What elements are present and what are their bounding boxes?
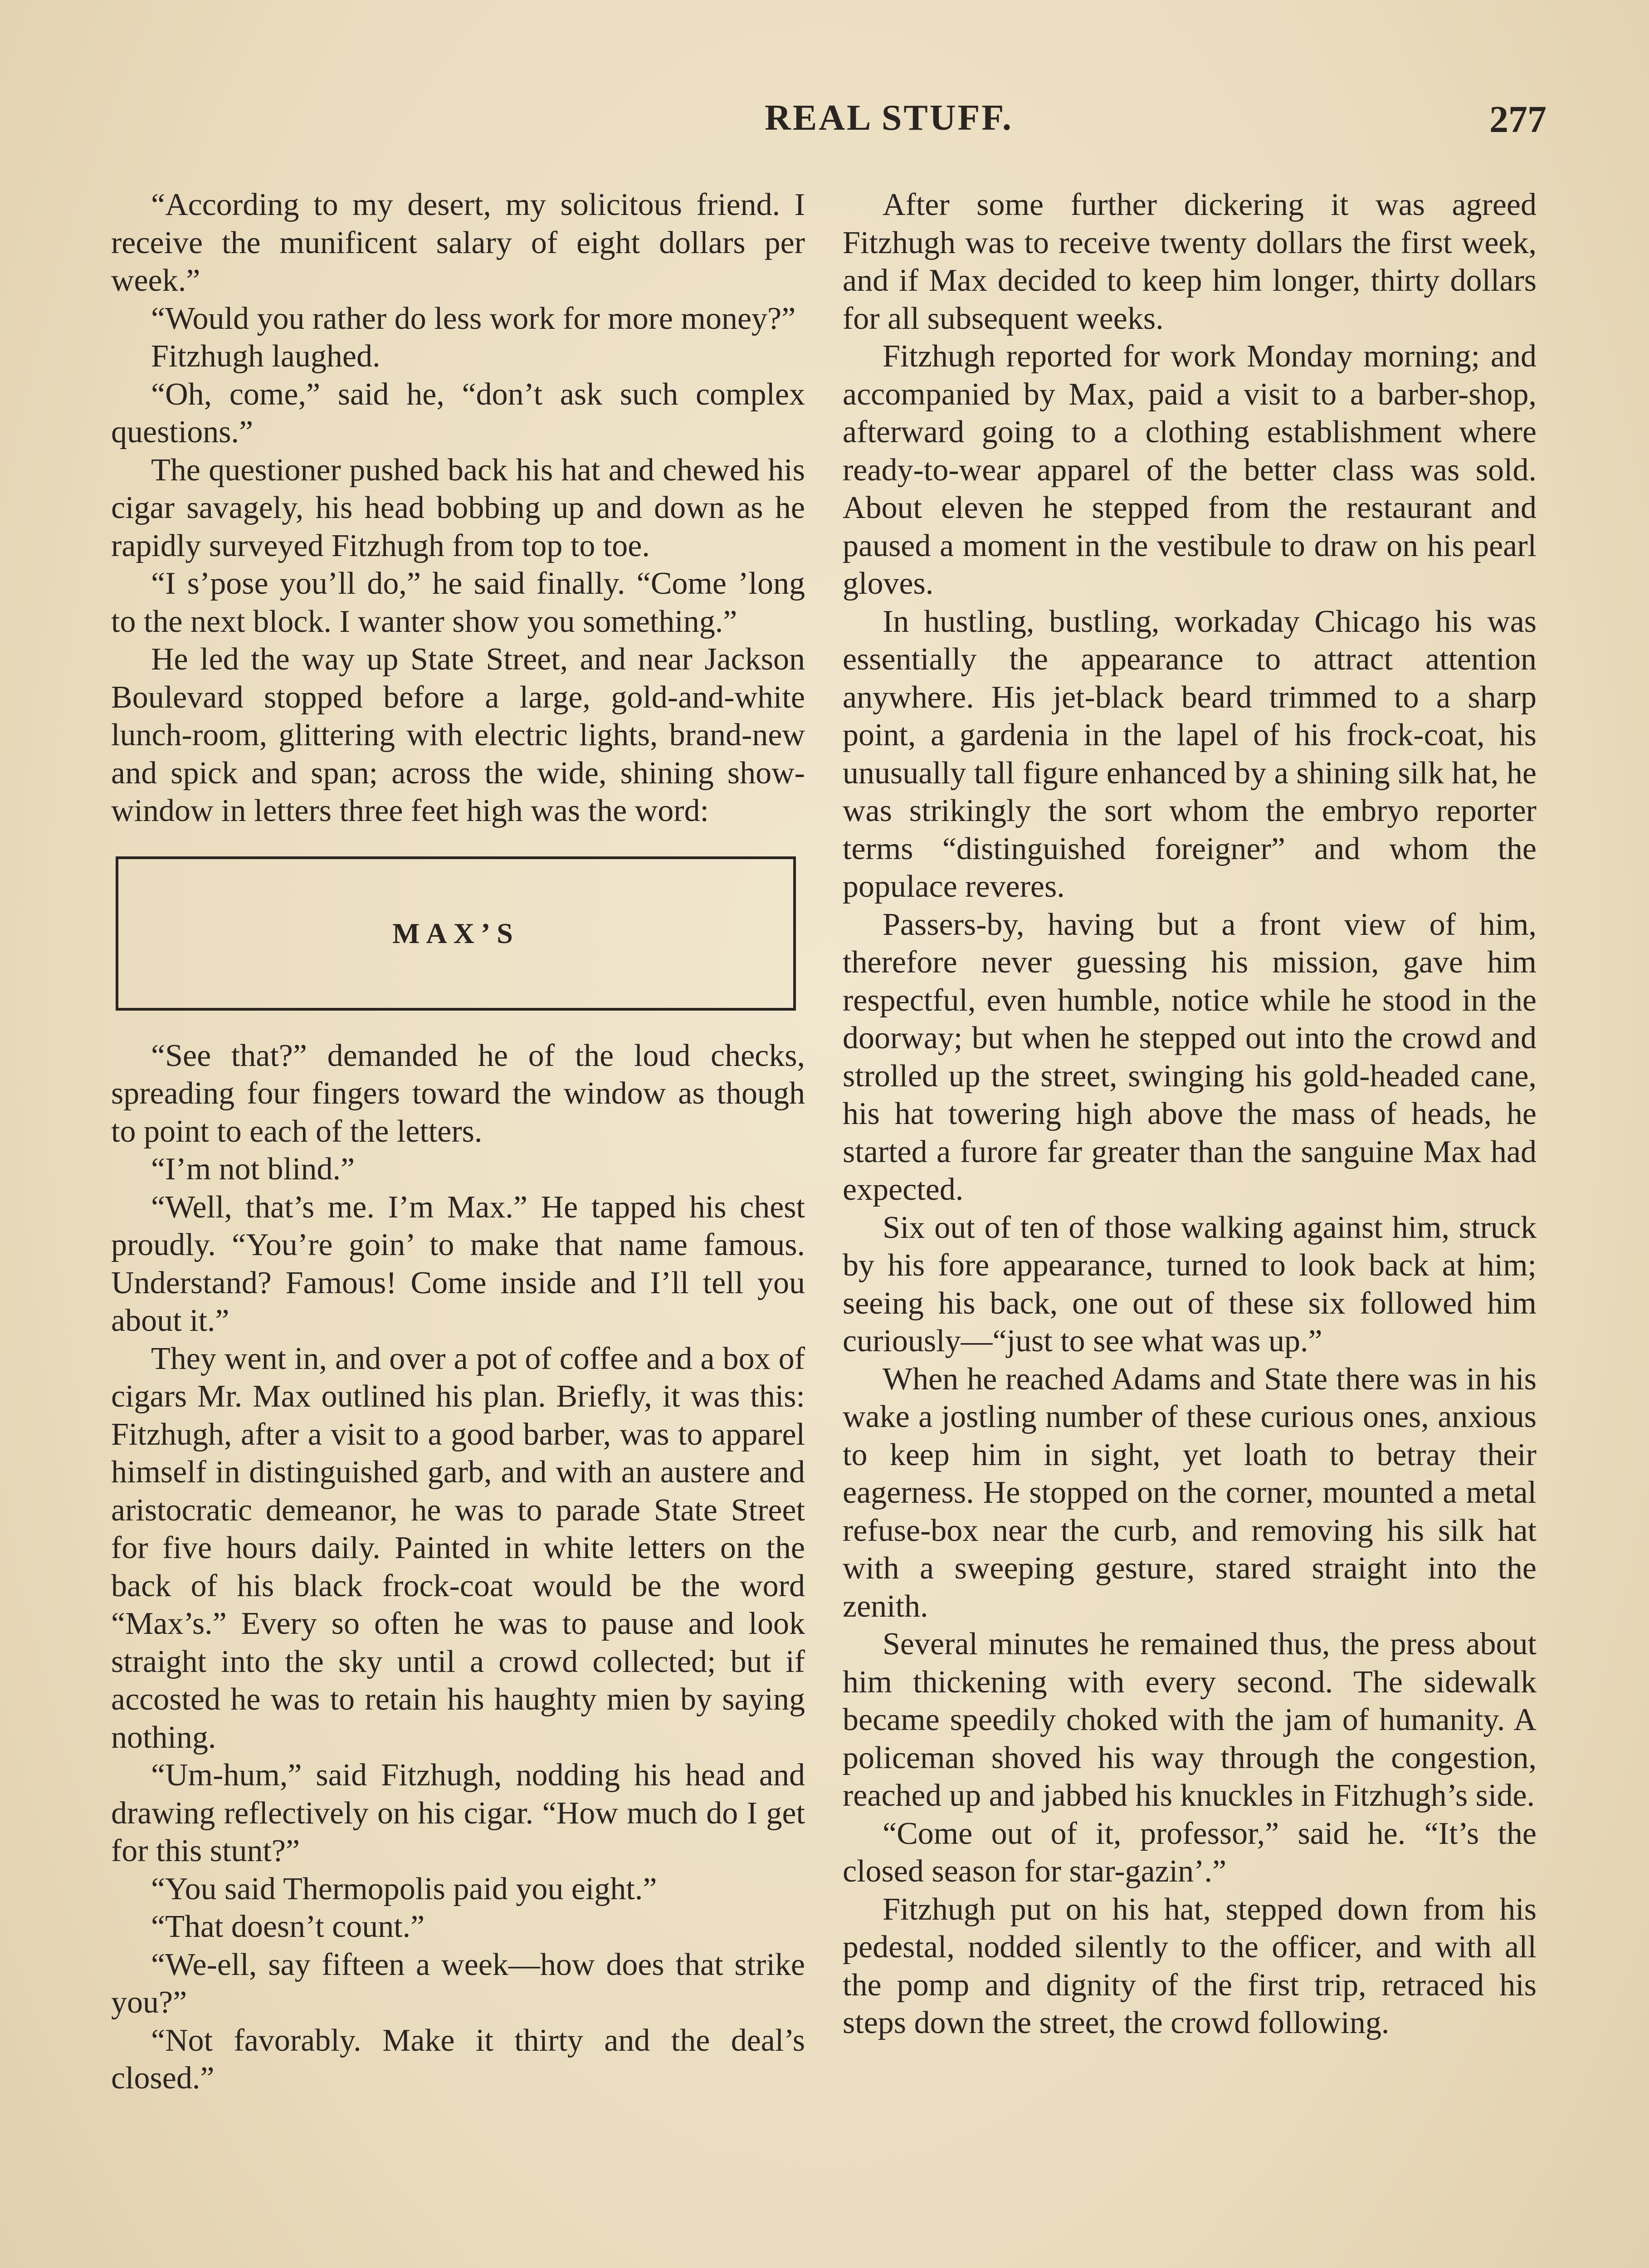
paragraph: “According to my desert, my solicitous friend. I receive the munificent salary of eight dollars per week.” <box>111 187 805 298</box>
paragraph: Fitzhugh put on his hat, stepped down from his pedestal, nodded silently to the officer, and with all the pomp and dignity of the first trip, retraced his steps down the street, the crowd following. <box>843 1892 1537 2040</box>
paragraph: “Would you rather do less work for more money?” <box>151 301 796 336</box>
paragraph: “Well, that’s me. I’m Max.” He tapped his chest proudly. “You’re goin’ to make that name famous. Understand? Famous! Come inside and I’ll tell you about it.” <box>111 1189 805 1338</box>
paragraph: The questioner pushed back his hat and chewed his cigar savagely, his head bobbing up and down as he rapidly surveyed Fitzhugh from top to toe. <box>111 452 805 563</box>
paragraph: “I s’pose you’ll do,” he said finally. “Come ’long to the next block. I wanter show you something.” <box>111 566 805 639</box>
paragraph: “Um-hum,” said Fitzhugh, nodding his head and drawing reflectively on his cigar. “How much do I get for this stunt?” <box>111 1758 805 1868</box>
paragraph: In hustling, bustling, workaday Chicago his was essentially the appearance to attract attention anywhere. His jet-black beard trimmed to a sharp point, a gardenia in the lapel of his frock-coat, his unusually tall figure enhanced by a shining silk hat, he was strikingly the sort whom the embryo reporter terms “distinguished foreigner” and whom the populace reveres. <box>843 604 1537 904</box>
paragraph: Passers-by, having but a front view of him, therefore never guessing his mission, gave him respectful, even humble, notice while he stood in the doorway; but when he stepped out into the crowd and strolled up the street, swinging his gold-headed cane, his hat towering high above the mass of heads, he started a furore far greater than the sanguine Max had expected. <box>843 907 1537 1207</box>
sign-text: MAX’S <box>392 917 519 949</box>
paragraph: Six out of ten of those walking against him, struck by his fore appearance, turned to look back at him; seeing his back, one out of these six followed him curiously—“just to see what was up.” <box>843 1210 1537 1359</box>
left-column <box>111 186 805 2097</box>
paragraph: He led the way up State Street, and near Jackson Boulevard stopped before a large, gold-and-white lunch-room, glittering with electric lights, brand-new and spick and span; across the wide, shining show-window in letters three feet high was the word: <box>111 642 805 828</box>
paragraph: “We-ell, say fifteen a week—how does that strike you?” <box>111 1947 805 2020</box>
paragraph: “That doesn’t count.” <box>151 1909 425 1944</box>
paragraph: When he reached Adams and State there was in his wake a jostling number of these curious ones, anxious to keep him in sight, yet loath to betray their eagerness. He stopped on the corner, mounted a metal refuse-box near the curb, and removing his silk hat with a sweeping gesture, stared straight into the zenith. <box>843 1361 1537 1624</box>
paragraph: “See that?” demanded he of the loud checks, spreading four fingers toward the window as though to point to each of the letters. <box>111 1038 805 1149</box>
paragraph: Fitzhugh reported for work Monday morning; and accompanied by Max, paid a visit to a barber-shop, afterward going to a clothing establishment where ready-to-wear apparel of the better class was sold. About eleven he stepped from the restaurant and paused a moment in the vestibule to draw on his pearl gloves. <box>843 339 1537 601</box>
paragraph: Several minutes he remained thus, the press about him thickening with every second. The sidewalk became speedily choked with the jam of humanity. A policeman shoved his way through the congestion, reached up and jabbed his knuckles in Fitzhugh’s side. <box>843 1627 1537 1813</box>
maxs-sign-box <box>116 856 796 1011</box>
paragraph: After some further dickering it was agreed Fitzhugh was to receive twenty dollars the first week, and if Max decided to keep him longer, thirty dollars for all subsequent weeks. <box>843 187 1537 336</box>
paragraph: “Not favorably. Make it thirty and the deal’s closed.” <box>111 2023 805 2096</box>
paragraph: “Oh, come,” said he, “don’t ask such complex questions.” <box>111 376 805 450</box>
paragraph: Fitzhugh laughed. <box>151 339 381 374</box>
paragraph: They went in, and over a pot of coffee and a box of cigars Mr. Max outlined his plan. Briefly, it was this: Fitzhugh, after a visit to a good barber, was to apparel himself in distinguished garb, and with an austere and aristocratic demeanor, he was to parade State Street for five hours daily. Painted in white letters on the back of his black frock-coat would be the word “Max’s.” Every so often he was to pause and look straight into the sky until a crowd collected; but if accosted he was to retain his haughty mien by saying nothing. <box>111 1341 805 1755</box>
page-header <box>104 98 1556 147</box>
right-column <box>843 186 1537 2042</box>
page-number: 277 <box>1489 98 1547 141</box>
paragraph: “Come out of it, professor,” said he. “It’s the closed season for star-gazin’.” <box>843 1816 1537 1889</box>
paragraph: “I’m not blind.” <box>151 1152 355 1187</box>
paragraph: “You said Thermopolis paid you eight.” <box>151 1871 657 1906</box>
running-title: REAL STUFF. <box>765 98 1013 138</box>
